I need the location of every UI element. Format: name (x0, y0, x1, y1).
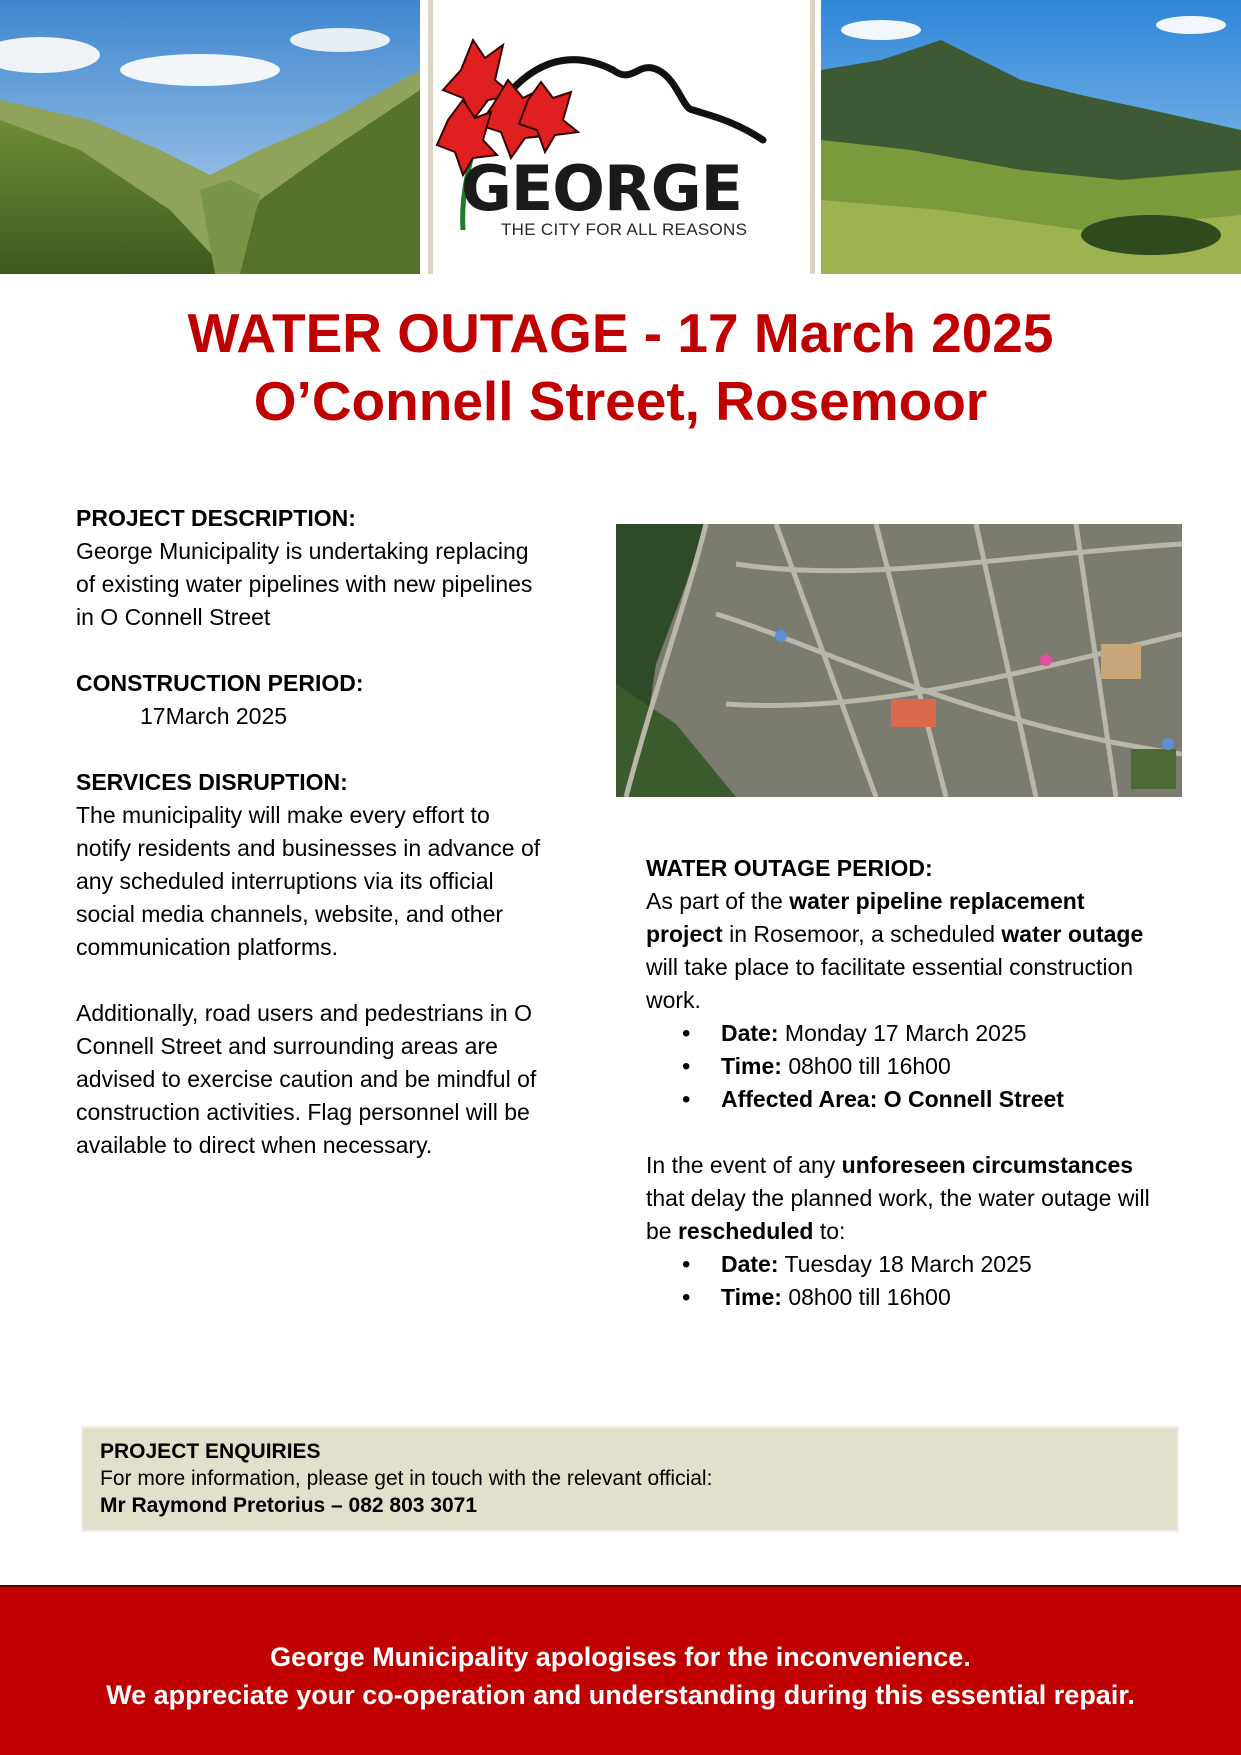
mountain-photo-right (821, 0, 1241, 274)
footer-line-1: George Municipality apologises for the inconvenience. (270, 1642, 971, 1672)
outage-details-list (646, 1017, 1166, 1116)
enquiries-text: For more information, please get in touch with the relevant official: (100, 1467, 713, 1490)
project-enquiries-box (81, 1426, 1179, 1532)
enquiries-contact: Mr Raymond Pretorius – 082 803 3071 (100, 1494, 478, 1517)
list-item: • Affected Area: O Connell Street (646, 1083, 1166, 1116)
mountain-photo-left (0, 0, 420, 274)
project-description-text: George Municipality is undertaking replacing of existing water pipelines with new pipelines in O Connell Street (76, 538, 533, 630)
apology-footer (0, 1585, 1241, 1755)
contingency-text: In the event of any unforeseen circumstances that delay the planned work, the water outage will be rescheduled to: (646, 1152, 1150, 1244)
page-subtitle: O’Connell Street, Rosemoor (253, 370, 988, 432)
page-title: WATER OUTAGE - 17 March 2025 (187, 302, 1054, 364)
services-disruption-heading: SERVICES DISRUPTION: (76, 769, 348, 795)
caution-text: Additionally, road users and pedestrians in O Connell Street and surrounding areas are advised to exercise caution and be mindful of construction activities. Flag personnel will be available to direct when necessary. (76, 1000, 537, 1158)
footer-line-2: We appreciate your co-operation and understanding during this essential repair. (106, 1680, 1135, 1710)
header-banner (0, 0, 1241, 274)
outage-intro: As part of the water pipeline replacement project in Rosemoor, a scheduled water outage will take place to facilitate essential construction work. (646, 888, 1144, 1013)
water-outage-period-heading: WATER OUTAGE PERIOD: (646, 855, 933, 881)
aerial-map-image (616, 524, 1182, 797)
list-item: • Time: 08h00 till 16h00 (646, 1050, 1166, 1083)
list-item: • Date: Tuesday 18 March 2025 (646, 1248, 1166, 1281)
right-column (646, 852, 1166, 1314)
list-item: • Date: Monday 17 March 2025 (646, 1017, 1166, 1050)
logo-tagline: THE CITY FOR ALL REASONS (501, 220, 748, 239)
construction-period-text: 17March 2025 (140, 703, 288, 729)
enquiries-heading: PROJECT ENQUIRIES (100, 1440, 321, 1463)
logo-wordmark: GEORGE (461, 152, 742, 225)
left-column (76, 502, 546, 1162)
services-disruption-text: The municipality will make every effort to notify residents and businesses in advance of any scheduled interruptions via its official social media channels, website, and other communication platforms. (76, 802, 541, 960)
list-item: • Time: 08h00 till 16h00 (646, 1281, 1166, 1314)
project-description-heading: PROJECT DESCRIPTION: (76, 505, 356, 531)
construction-period-heading: CONSTRUCTION PERIOD: (76, 670, 364, 696)
rescheduled-details-list (646, 1248, 1166, 1314)
banner-divider (810, 0, 815, 274)
george-logo (433, 0, 809, 274)
